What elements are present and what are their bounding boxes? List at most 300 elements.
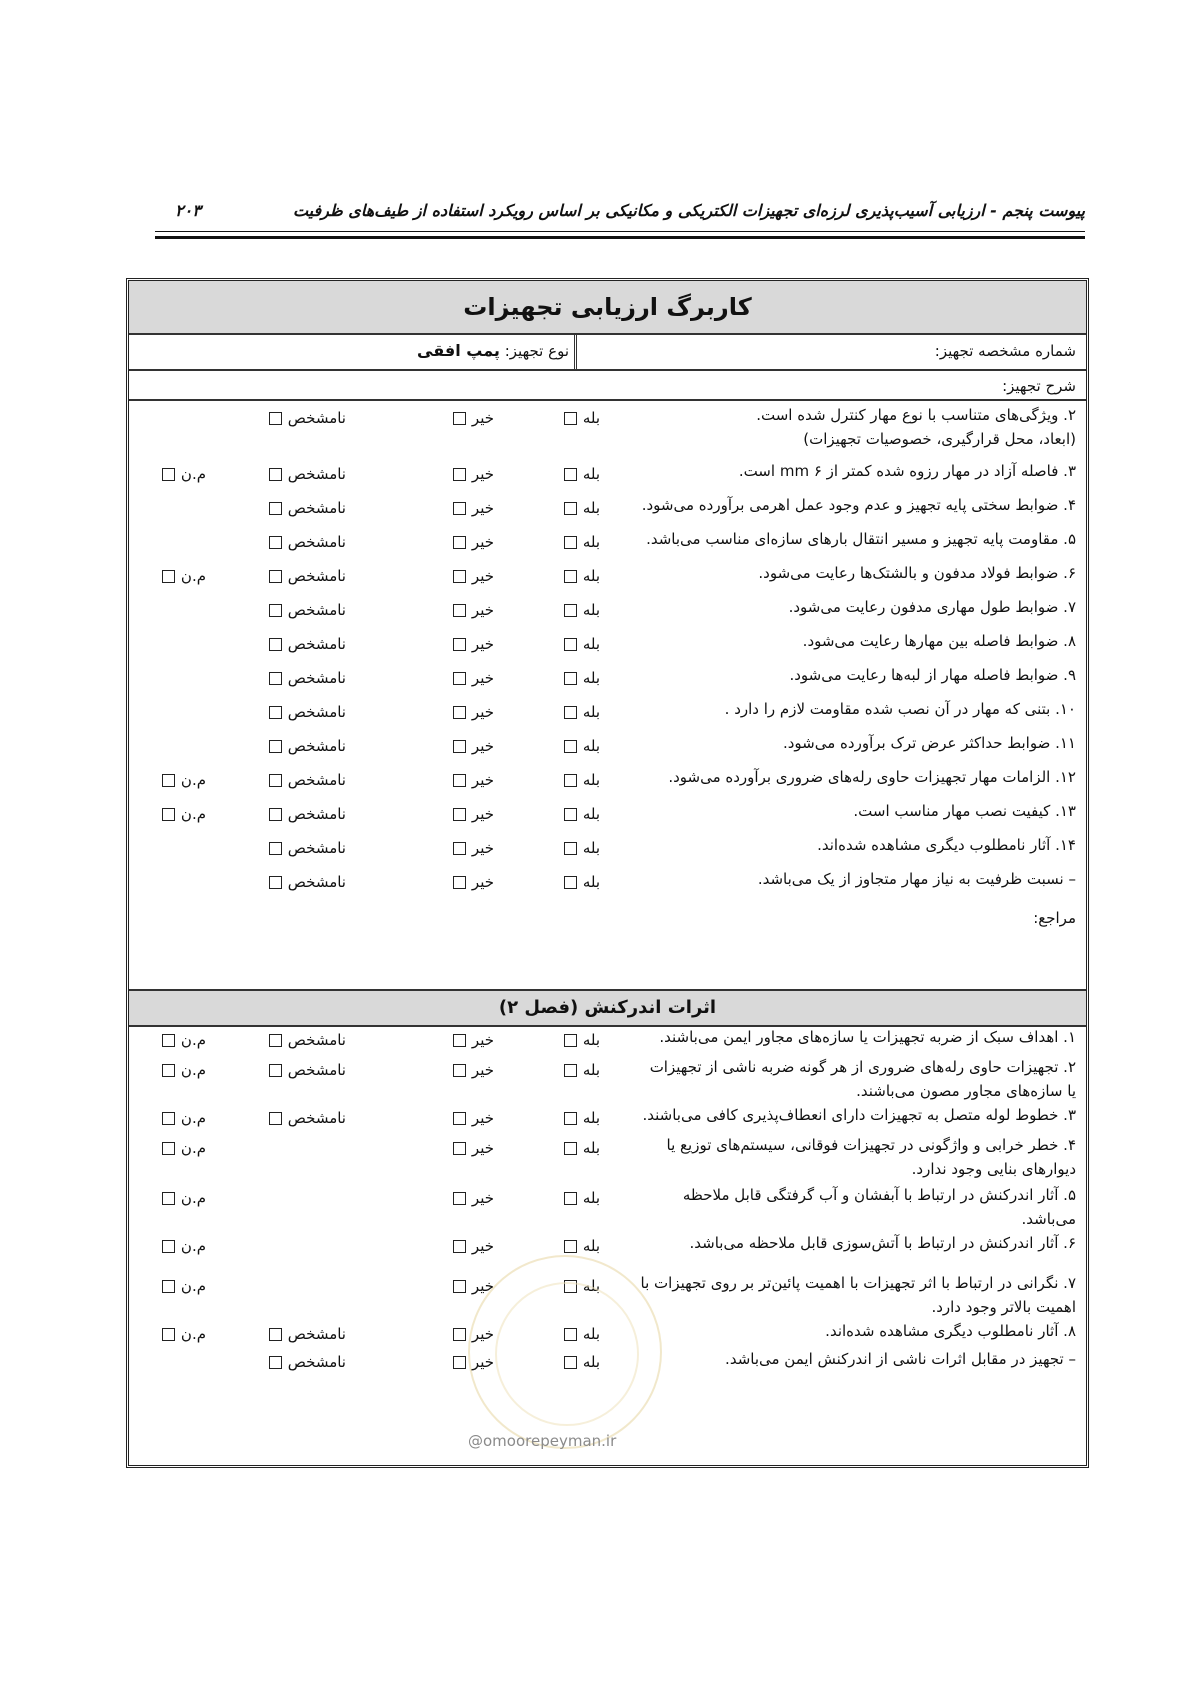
option-yes-label: بله: [582, 1237, 600, 1255]
checkbox-icon[interactable]: [564, 1142, 577, 1155]
checkbox-icon[interactable]: [269, 1064, 282, 1077]
option-yes-label: بله: [582, 567, 600, 585]
item-text-line: ۹. ضوابط فاصله مهار از لبه‌ها رعایت می‌شود.: [789, 666, 1076, 684]
option-no-label: خیر: [471, 873, 494, 891]
item-text-line: ۸. آثار نامطلوب دیگری مشاهده شده‌اند.: [825, 1322, 1076, 1340]
option-yes[interactable]: [558, 1029, 600, 1051]
option-not-applicable-label: م.ن: [180, 1139, 206, 1157]
checklist-item-text: [606, 1319, 1076, 1343]
option-no-label: خیر: [471, 771, 494, 789]
form-title: کاربرگ ارزیابی تجهیزات: [129, 281, 1086, 335]
checkbox-icon[interactable]: [564, 536, 577, 549]
checkbox-icon[interactable]: [269, 876, 282, 889]
checkbox-icon[interactable]: [269, 412, 282, 425]
option-no-label: خیر: [471, 703, 494, 721]
checkbox-icon[interactable]: [564, 774, 577, 787]
checkbox-icon[interactable]: [162, 1328, 175, 1341]
checklist-item: [129, 527, 1086, 557]
option-no-label: خیر: [471, 533, 494, 551]
option-yes-label: بله: [582, 669, 600, 687]
checkbox-icon[interactable]: [453, 536, 466, 549]
checkbox-icon[interactable]: [269, 842, 282, 855]
checkbox-icon[interactable]: [564, 706, 577, 719]
item-text-line: ۸. ضوابط فاصله بین مهارها رعایت می‌شود.: [802, 632, 1076, 650]
item-text-line: ۱۰. بتنی که مهار در آن نصب شده مقاومت لازم را دارد .: [724, 700, 1076, 718]
option-unknown-label: نامشخص: [287, 873, 346, 891]
checkbox-icon[interactable]: [162, 1240, 175, 1253]
equipment-type-value: پمپ افقی: [417, 341, 500, 360]
checkbox-icon[interactable]: [269, 638, 282, 651]
item-text-line: ۳. خطوط لوله متصل به تجهیزات دارای انعطاف‌پذیری کافی می‌باشند.: [642, 1106, 1076, 1124]
item-text-line: ۲. ویژگی‌های متناسب با نوع مهار کنترل شده است.: [756, 406, 1076, 424]
option-not-applicable[interactable]: [156, 1275, 206, 1297]
checkbox-icon[interactable]: [564, 672, 577, 685]
option-no[interactable]: [447, 735, 494, 757]
option-yes-label: بله: [582, 533, 600, 551]
option-yes-label: بله: [582, 1139, 600, 1157]
option-no-label: خیر: [471, 1237, 494, 1255]
header-rule: [155, 231, 1085, 232]
option-not-applicable[interactable]: [156, 1107, 206, 1129]
checkbox-icon[interactable]: [453, 570, 466, 583]
section-title: اثرات اندرکنش (فصل ۲): [129, 989, 1086, 1027]
checklist-item-text: [606, 1231, 1076, 1255]
checklist-item-text: [606, 403, 1076, 451]
option-yes-label: بله: [582, 771, 600, 789]
option-no[interactable]: [447, 1029, 494, 1051]
option-no-label: خیر: [471, 1325, 494, 1343]
option-not-applicable-label: م.ن: [180, 1237, 206, 1255]
checkbox-icon[interactable]: [564, 842, 577, 855]
checkbox-icon[interactable]: [564, 808, 577, 821]
checkbox-icon[interactable]: [269, 1356, 282, 1369]
checkbox-icon[interactable]: [453, 706, 466, 719]
option-unknown[interactable]: [263, 633, 346, 655]
option-no-label: خیر: [471, 839, 494, 857]
option-no[interactable]: [447, 1235, 494, 1257]
option-unknown-label: نامشخص: [287, 1061, 346, 1079]
checkbox-icon[interactable]: [269, 502, 282, 515]
item-text-line: دیوارهای بنایی وجود ندارد.: [911, 1160, 1076, 1178]
checklist-item: [129, 1231, 1086, 1261]
checklist-item: [129, 629, 1086, 659]
option-yes[interactable]: [558, 1235, 600, 1257]
checkbox-icon[interactable]: [269, 740, 282, 753]
checklist-item-text: [606, 765, 1076, 789]
option-no[interactable]: [447, 463, 494, 485]
watermark-inner-ring: [495, 1282, 639, 1426]
option-no-label: خیر: [471, 1353, 494, 1371]
checklist-item: [129, 1025, 1086, 1055]
option-yes[interactable]: [558, 497, 600, 519]
checklist-item-text: [606, 1103, 1076, 1127]
option-no[interactable]: [447, 803, 494, 825]
option-not-applicable-label: م.ن: [180, 1061, 206, 1079]
checkbox-icon[interactable]: [269, 1034, 282, 1047]
option-unknown-label: نامشخص: [287, 499, 346, 517]
equipment-type-cell: [129, 333, 577, 369]
checkbox-icon[interactable]: [162, 1034, 175, 1047]
checklist-item-text: [606, 697, 1076, 721]
item-text-line: ۱۳. کیفیت نصب مهار مناسب است.: [853, 802, 1076, 820]
option-not-applicable-label: م.ن: [180, 771, 206, 789]
option-yes-label: بله: [582, 703, 600, 721]
header-rule-thick: [155, 236, 1085, 239]
option-unknown-label: نامشخص: [287, 601, 346, 619]
checkbox-icon[interactable]: [453, 502, 466, 515]
option-yes-label: بله: [582, 1277, 600, 1295]
checkbox-icon[interactable]: [564, 876, 577, 889]
option-no-label: خیر: [471, 465, 494, 483]
checkbox-icon[interactable]: [453, 808, 466, 821]
item-text-line: ۶. ضوابط فولاد مدفون و بالشتک‌ها رعایت می‌شود.: [758, 564, 1076, 582]
checkbox-icon[interactable]: [269, 570, 282, 583]
checklist-item-text: [606, 1271, 1076, 1319]
checklist-item: [129, 595, 1086, 625]
checkbox-icon[interactable]: [453, 774, 466, 787]
option-unknown-label: نامشخص: [287, 805, 346, 823]
option-no[interactable]: [447, 531, 494, 553]
option-unknown-label: نامشخص: [287, 669, 346, 687]
option-no[interactable]: [447, 837, 494, 859]
option-yes[interactable]: [558, 1059, 600, 1081]
equipment-description-row: [129, 371, 1086, 401]
website-watermark: @omoorepeyman.ir: [468, 1432, 617, 1450]
option-unknown-label: نامشخص: [287, 635, 346, 653]
option-yes[interactable]: [558, 1187, 600, 1209]
option-no-label: خیر: [471, 409, 494, 427]
checkbox-icon[interactable]: [453, 672, 466, 685]
checkbox-icon[interactable]: [564, 1240, 577, 1253]
option-unknown-label: نامشخص: [287, 1325, 346, 1343]
checklist-item: [129, 1133, 1086, 1178]
option-not-applicable[interactable]: [156, 565, 206, 587]
checklist-item: [129, 1055, 1086, 1100]
checklist-item-text: [606, 527, 1076, 551]
checklist-item: [129, 403, 1086, 448]
option-no-label: خیر: [471, 1061, 494, 1079]
option-unknown[interactable]: [263, 1029, 346, 1051]
option-yes-label: بله: [582, 1353, 600, 1371]
checkbox-icon[interactable]: [564, 1034, 577, 1047]
option-yes[interactable]: [558, 803, 600, 825]
option-unknown[interactable]: [263, 1059, 346, 1081]
option-no[interactable]: [447, 497, 494, 519]
option-no[interactable]: [447, 1137, 494, 1159]
checkbox-icon[interactable]: [564, 1064, 577, 1077]
option-yes-label: بله: [582, 601, 600, 619]
checkbox-icon[interactable]: [453, 1142, 466, 1155]
option-not-applicable[interactable]: [156, 1137, 206, 1159]
item-text-line: ۲. تجهیزات حاوی رله‌های ضروری از هر گونه ضربه ناشی از تجهیزات: [649, 1058, 1076, 1076]
equipment-description-label: شرح تجهیز:: [1002, 377, 1076, 395]
info-row: [129, 333, 1086, 371]
option-no-label: خیر: [471, 1139, 494, 1157]
checklist-item-text: [606, 833, 1076, 857]
checkbox-icon[interactable]: [564, 502, 577, 515]
checkbox-icon[interactable]: [269, 672, 282, 685]
option-unknown[interactable]: [263, 1323, 346, 1345]
option-yes[interactable]: [558, 633, 600, 655]
checklist-item-text: [606, 1347, 1076, 1371]
checklist-item: [129, 1103, 1086, 1133]
checklist-item: [129, 561, 1086, 591]
checklist-item: [129, 663, 1086, 693]
option-yes[interactable]: [558, 837, 600, 859]
item-text-line: ۱۲. الزامات مهار تجهیزات حاوی رله‌های ضروری برآورده می‌شود.: [668, 768, 1076, 786]
option-unknown-label: نامشخص: [287, 1353, 346, 1371]
option-not-applicable[interactable]: [156, 769, 206, 791]
watermark-seal: [468, 1255, 662, 1449]
option-unknown-label: نامشخص: [287, 737, 346, 755]
checklist-item-text: [606, 1133, 1076, 1181]
option-no-label: خیر: [471, 805, 494, 823]
item-text-line: ۵. مقاومت پایه تجهیز و مسیر انتقال بارهای سازه‌ای مناسب می‌باشد.: [646, 530, 1076, 548]
option-no[interactable]: [447, 769, 494, 791]
option-no-label: خیر: [471, 669, 494, 687]
checkbox-icon[interactable]: [453, 740, 466, 753]
item-text-line: ۵. آثار اندرکنش در ارتباط با آبفشان و آب گرفتگی قابل ملاحظه: [682, 1186, 1076, 1204]
item-text-line: ۴. ضوابط سختی پایه تجهیز و عدم وجود عمل اهرمی برآورده می‌شود.: [641, 496, 1076, 514]
checkbox-icon[interactable]: [564, 638, 577, 651]
checkbox-icon[interactable]: [162, 1192, 175, 1205]
checkbox-icon[interactable]: [162, 1142, 175, 1155]
option-yes-label: بله: [582, 1189, 600, 1207]
checkbox-icon[interactable]: [453, 1280, 466, 1293]
option-not-applicable[interactable]: [156, 803, 206, 825]
page-number: ۲۰۳: [175, 201, 201, 220]
checklist-item: [129, 459, 1086, 489]
item-text-line: می‌باشد.: [1021, 1210, 1076, 1228]
option-unknown[interactable]: [263, 667, 346, 689]
checklist-item-text: [606, 663, 1076, 687]
checkbox-icon[interactable]: [564, 570, 577, 583]
option-no[interactable]: [447, 633, 494, 655]
item-text-line: – نسبت ظرفیت به نیاز مهار متجاوز از یک می‌باشد.: [757, 870, 1076, 888]
checklist-item: [129, 731, 1086, 761]
option-not-applicable-label: م.ن: [180, 805, 206, 823]
option-no-label: خیر: [471, 635, 494, 653]
checkbox-icon[interactable]: [162, 468, 175, 481]
equipment-type-label: نوع تجهیز:: [504, 342, 569, 360]
checklist-item: [129, 833, 1086, 863]
option-unknown-label: نامشخص: [287, 771, 346, 789]
item-text-line: – تجهیز در مقابل اثرات ناشی از اندرکنش ایمن می‌باشد.: [725, 1350, 1076, 1368]
item-text-line: ۶. آثار اندرکنش در ارتباط با آتش‌سوزی قابل ملاحظه می‌باشد.: [689, 1234, 1076, 1252]
option-unknown-label: نامشخص: [287, 1031, 346, 1049]
checkbox-icon[interactable]: [162, 808, 175, 821]
option-yes-label: بله: [582, 737, 600, 755]
option-unknown[interactable]: [263, 769, 346, 791]
option-yes-label: بله: [582, 499, 600, 517]
checkbox-icon[interactable]: [453, 412, 466, 425]
checklist-item: [129, 765, 1086, 795]
item-text-line: ۱۱. ضوابط حداکثر عرض ترک برآورده می‌شود.: [782, 734, 1076, 752]
option-unknown[interactable]: [263, 1107, 346, 1129]
equipment-id-label: شماره مشخصه تجهیز:: [934, 342, 1076, 360]
checkbox-icon[interactable]: [162, 1064, 175, 1077]
option-not-applicable-label: م.ن: [180, 1031, 206, 1049]
checkbox-icon[interactable]: [269, 604, 282, 617]
option-not-applicable-label: م.ن: [180, 465, 206, 483]
option-unknown[interactable]: [263, 735, 346, 757]
checkbox-icon[interactable]: [453, 604, 466, 617]
option-yes-label: بله: [582, 635, 600, 653]
checkbox-icon[interactable]: [269, 706, 282, 719]
equipment-id-cell: [574, 333, 1086, 369]
option-no[interactable]: [447, 407, 494, 429]
option-yes[interactable]: [558, 407, 600, 429]
checkbox-icon[interactable]: [269, 808, 282, 821]
option-unknown[interactable]: [263, 837, 346, 859]
option-unknown[interactable]: [263, 497, 346, 519]
item-text-line: ۷. نگرانی در ارتباط با اثر تجهیزات با اهمیت پائین‌تر بر روی تجهیزات با: [640, 1274, 1076, 1292]
option-no-label: خیر: [471, 1109, 494, 1127]
option-yes-label: بله: [582, 1061, 600, 1079]
option-no[interactable]: [447, 667, 494, 689]
option-not-applicable[interactable]: [156, 1187, 206, 1209]
option-no[interactable]: [447, 565, 494, 587]
option-no[interactable]: [447, 1059, 494, 1081]
option-not-applicable-label: م.ن: [180, 1189, 206, 1207]
checklist-item: [129, 1183, 1086, 1228]
option-no-label: خیر: [471, 567, 494, 585]
option-unknown[interactable]: [263, 531, 346, 553]
checkbox-icon[interactable]: [453, 1192, 466, 1205]
option-no[interactable]: [447, 871, 494, 893]
checkbox-icon[interactable]: [564, 740, 577, 753]
header-title: پیوست پنجم - ارزیابی آسیب‌پذیری لرزه‌ای تجهیزات الکتریکی و مکانیکی بر اساس رویکرد استفاده از طیف‌های ظرفیت: [292, 201, 1085, 220]
checkbox-icon[interactable]: [269, 1112, 282, 1125]
option-not-applicable[interactable]: [156, 1235, 206, 1257]
checkbox-icon[interactable]: [453, 1064, 466, 1077]
option-unknown[interactable]: [263, 871, 346, 893]
option-yes[interactable]: [558, 463, 600, 485]
option-no-label: خیر: [471, 1031, 494, 1049]
option-not-applicable[interactable]: [156, 463, 206, 485]
item-text-line: ۱۴. آثار نامطلوب دیگری مشاهده شده‌اند.: [817, 836, 1076, 854]
option-unknown-label: نامشخص: [287, 409, 346, 427]
option-yes[interactable]: [558, 871, 600, 893]
checkbox-icon[interactable]: [162, 570, 175, 583]
item-text-line: ۴. خطر خرابی و واژگونی در تجهیزات فوقانی، سیستم‌های توزیع یا: [666, 1136, 1076, 1154]
option-unknown-label: نامشخص: [287, 1109, 346, 1127]
checkbox-icon[interactable]: [162, 1112, 175, 1125]
option-yes-label: بله: [582, 1031, 600, 1049]
checkbox-icon[interactable]: [453, 468, 466, 481]
checkbox-icon[interactable]: [162, 1280, 175, 1293]
option-no[interactable]: [447, 701, 494, 723]
checklist-item-text: [606, 799, 1076, 823]
option-unknown[interactable]: [263, 463, 346, 485]
checkbox-icon[interactable]: [453, 1112, 466, 1125]
checkbox-icon[interactable]: [269, 1328, 282, 1341]
option-yes[interactable]: [558, 769, 600, 791]
option-yes[interactable]: [558, 599, 600, 621]
checklist-item: [129, 867, 1086, 897]
option-unknown-label: نامشخص: [287, 533, 346, 551]
option-yes-label: بله: [582, 1109, 600, 1127]
option-yes[interactable]: [558, 1107, 600, 1129]
checkbox-icon[interactable]: [453, 842, 466, 855]
references-label: مراجع:: [1033, 909, 1076, 927]
option-no[interactable]: [447, 1187, 494, 1209]
checkbox-icon[interactable]: [453, 1240, 466, 1253]
checklist-item-text: [606, 867, 1076, 891]
checkbox-icon[interactable]: [564, 1192, 577, 1205]
checklist-item-text: [606, 459, 1076, 483]
checklist-item-text: [606, 595, 1076, 619]
option-no[interactable]: [447, 1107, 494, 1129]
option-no-label: خیر: [471, 1189, 494, 1207]
option-yes-label: بله: [582, 839, 600, 857]
item-text-line: ۱. اهداف سبک از ضربه تجهیزات یا سازه‌های مجاور ایمن می‌باشند.: [659, 1028, 1076, 1046]
checkbox-icon[interactable]: [162, 774, 175, 787]
option-yes[interactable]: [558, 735, 600, 757]
checklist-item-text: [606, 1055, 1076, 1103]
option-yes[interactable]: [558, 531, 600, 553]
option-not-applicable[interactable]: [156, 1029, 206, 1051]
checkbox-icon[interactable]: [564, 468, 577, 481]
option-not-applicable-label: م.ن: [180, 1277, 206, 1295]
item-text-line: اهمیت بالاتر وجود دارد.: [931, 1298, 1076, 1316]
checkbox-icon[interactable]: [564, 412, 577, 425]
running-header: [155, 195, 1085, 235]
option-yes[interactable]: [558, 565, 600, 587]
option-no-label: خیر: [471, 737, 494, 755]
checkbox-icon[interactable]: [453, 1328, 466, 1341]
checklist-item-text: [606, 731, 1076, 755]
option-unknown[interactable]: [263, 701, 346, 723]
option-no[interactable]: [447, 599, 494, 621]
checkbox-icon[interactable]: [453, 638, 466, 651]
option-not-applicable-label: م.ن: [180, 567, 206, 585]
checkbox-icon[interactable]: [269, 774, 282, 787]
option-yes-label: بله: [582, 465, 600, 483]
item-text-line: ۷. ضوابط طول مهاری مدفون رعایت می‌شود.: [788, 598, 1076, 616]
checklist-item: [129, 697, 1086, 727]
option-not-applicable[interactable]: [156, 1323, 206, 1345]
option-yes[interactable]: [558, 701, 600, 723]
option-not-applicable[interactable]: [156, 1059, 206, 1081]
option-yes-label: بله: [582, 805, 600, 823]
option-no-label: خیر: [471, 499, 494, 517]
option-yes[interactable]: [558, 1137, 600, 1159]
checkbox-icon[interactable]: [564, 604, 577, 617]
option-unknown[interactable]: [263, 803, 346, 825]
checklist-item: [129, 493, 1086, 523]
checklist-item-text: [606, 1183, 1076, 1231]
option-unknown-label: نامشخص: [287, 567, 346, 585]
option-not-applicable-label: م.ن: [180, 1109, 206, 1127]
checkbox-icon[interactable]: [269, 536, 282, 549]
checkbox-icon[interactable]: [269, 468, 282, 481]
checklist-item: [129, 799, 1086, 829]
checkbox-icon[interactable]: [453, 1034, 466, 1047]
option-unknown[interactable]: [263, 407, 346, 429]
option-unknown-label: نامشخص: [287, 839, 346, 857]
checkbox-icon[interactable]: [453, 1356, 466, 1369]
checkbox-icon[interactable]: [453, 876, 466, 889]
option-yes[interactable]: [558, 667, 600, 689]
checkbox-icon[interactable]: [564, 1112, 577, 1125]
checklist-item-text: [606, 629, 1076, 653]
option-unknown[interactable]: [263, 599, 346, 621]
item-text-line: یا سازه‌های مجاور مصون می‌باشند.: [856, 1082, 1076, 1100]
option-unknown-label: نامشخص: [287, 465, 346, 483]
option-unknown[interactable]: [263, 565, 346, 587]
option-unknown[interactable]: [263, 1351, 346, 1373]
